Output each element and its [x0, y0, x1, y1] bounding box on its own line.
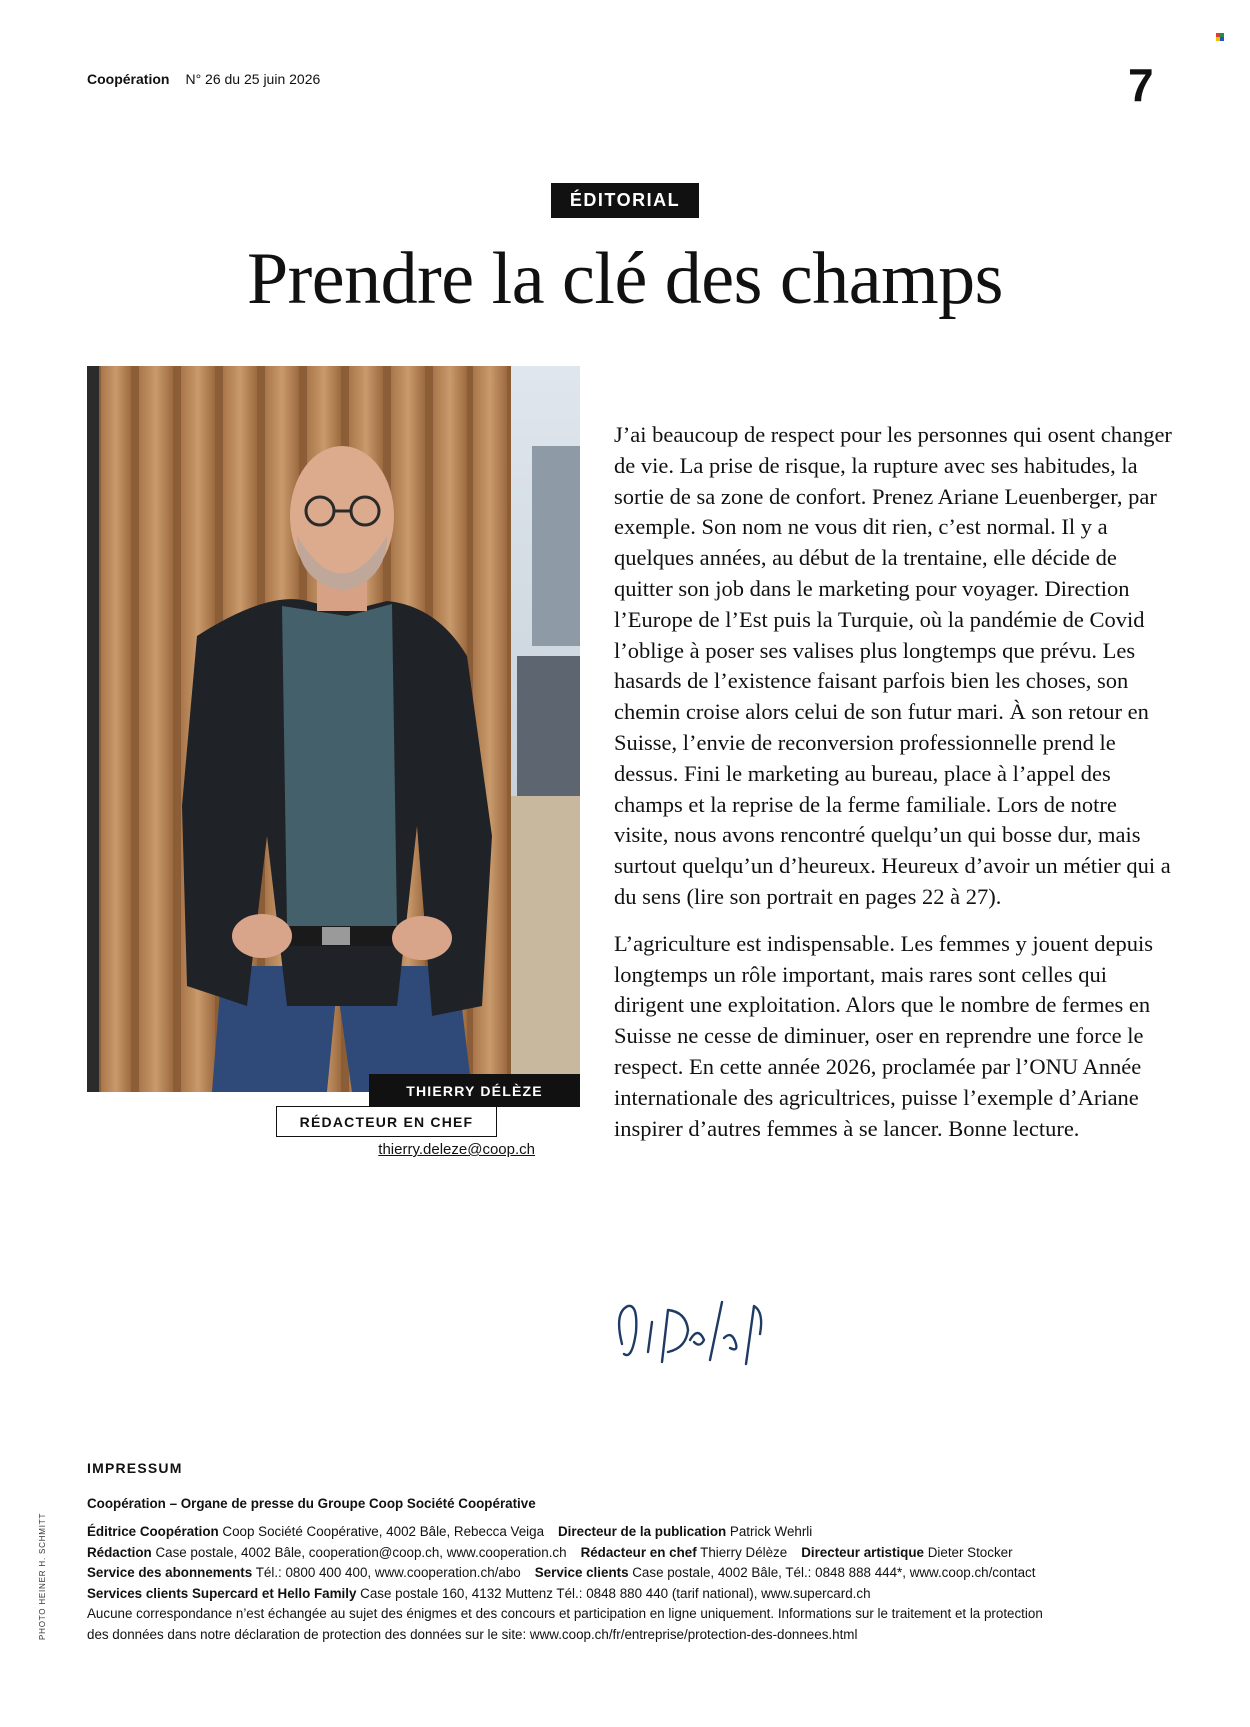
impressum-row	[87, 1543, 1187, 1564]
impressum-notice: Aucune correspondance n’est échangée au sujet des énigmes et des concours et participation en ligne uniquement. Informations sur le traitement et la protection	[87, 1606, 1043, 1621]
impressum-value: Tél.: 0800 400 400, www.cooperation.ch/abo	[252, 1565, 521, 1580]
impressum-row	[87, 1522, 1187, 1543]
impressum-value: Dieter Stocker	[924, 1544, 1013, 1560]
impressum-value: Patrick Wehrli	[726, 1524, 813, 1539]
impressum-subtitle: Coopération – Organe de presse du Groupe Coop Société Coopérative	[87, 1495, 536, 1511]
page-header	[87, 71, 320, 87]
section-tag: ÉDITORIAL	[551, 183, 699, 218]
paragraph-2: L’agriculture est indispensable. Les femmes y jouent depuis longtemps un rôle important, mais rares sont celles qui dirigent une exploitation. Alors que le nombre de fermes en Suisse ne cesse de diminuer, oser en reprendre une force le respect. En cette année 2026, proclamée par l’ONU Année internationale des agricultrices, puisse l’exemple d’Ariane inspirer d’autres femmes à se lancer. Bonne lecture.	[614, 930, 1154, 1141]
impressum-label: Rédaction	[87, 1544, 152, 1560]
author-name: THIERRY DÉLÈZE	[369, 1074, 580, 1107]
author-portrait-photo	[87, 366, 580, 1092]
impressum-value: Case postale 160, 4132 Muttenz Tél.: 0848 880 440 (tarif national), www.supercard.ch	[356, 1585, 871, 1601]
impressum-label: Éditrice Coopération	[87, 1524, 219, 1539]
impressum-row	[87, 1563, 1187, 1584]
impressum-value: Coop Société Coopérative, 4002 Bâle, Rebecca Veiga	[218, 1524, 545, 1539]
impressum-label: Services clients Supercard et Hello Family	[87, 1585, 357, 1601]
impressum-value: Case postale, 4002 Bâle, cooperation@coop.ch, www.cooperation.ch	[151, 1544, 567, 1560]
paragraph-1: J’ai beaucoup de respect pour les personnes qui osent changer de vie. La prise de risque, la rupture avec ses habitudes, la sortie de sa zone de confort. Prenez Ariane Leuenberger, par exemple. Son nom ne vous dit rien, c’est normal. Il y a quelques années, au début de la trentaine, elle décide de quitter son job dans le marketing pour voyager. Direction l’Europe de l’Est puis la Turquie, où la pandémie de Covid l’oblige à poser ses valises plus longtemps que prévu. Les hasards de l’existence faisant parfois bien les choses, son chemin croise alors celui de son futur mari. À son retour en Suisse, l’envie de reconversion professionnelle prend le dessus. Fini le marketing au bureau, place à l’appel des champs et la reprise de la ferme familiale. Lors de notre visite, nous avons rencontré quelqu’un qui bosse dur, mais surtout quelqu’un d’heureux. Heureux d’avoir un métier qui a du sens (lire son portrait en pages 22 à 27).	[614, 422, 1172, 909]
author-signature	[612, 1282, 772, 1372]
impressum-label: Service clients	[534, 1565, 629, 1580]
page-number: 7	[1128, 59, 1154, 111]
photo-credit: PHOTO HEINER H. SCHMITT	[38, 1512, 47, 1640]
impressum-label: Rédacteur en chef	[580, 1544, 697, 1560]
print-registration-marks	[1216, 33, 1224, 41]
author-email-link[interactable]: thierry.deleze@coop.ch	[378, 1141, 535, 1158]
author-role: RÉDACTEUR EN CHEF	[276, 1106, 497, 1137]
publication-name: Coopération	[87, 71, 170, 87]
impressum-label: Directeur de la publication	[558, 1524, 727, 1539]
issue-info: N° 26 du 25 juin 2026	[185, 71, 321, 87]
impressum-label: Service des abonnements	[87, 1565, 253, 1580]
impressum	[87, 1458, 1187, 1645]
impressum-notice: des données dans notre déclaration de protection des données sur le site: www.coop.ch/fr/entreprise/protection-des-donnees.html	[87, 1626, 858, 1642]
editorial-body	[614, 420, 1174, 1144]
impressum-value: Thierry Délèze	[696, 1544, 788, 1560]
impressum-row	[87, 1584, 1187, 1605]
impressum-title: IMPRESSUM	[87, 1460, 183, 1476]
impressum-label: Directeur artistique	[801, 1544, 924, 1560]
impressum-value: Case postale, 4002 Bâle, Tél.: 0848 888 444*, www.coop.ch/contact	[628, 1565, 1036, 1580]
headline: Prendre la clé des champs	[247, 238, 1003, 320]
